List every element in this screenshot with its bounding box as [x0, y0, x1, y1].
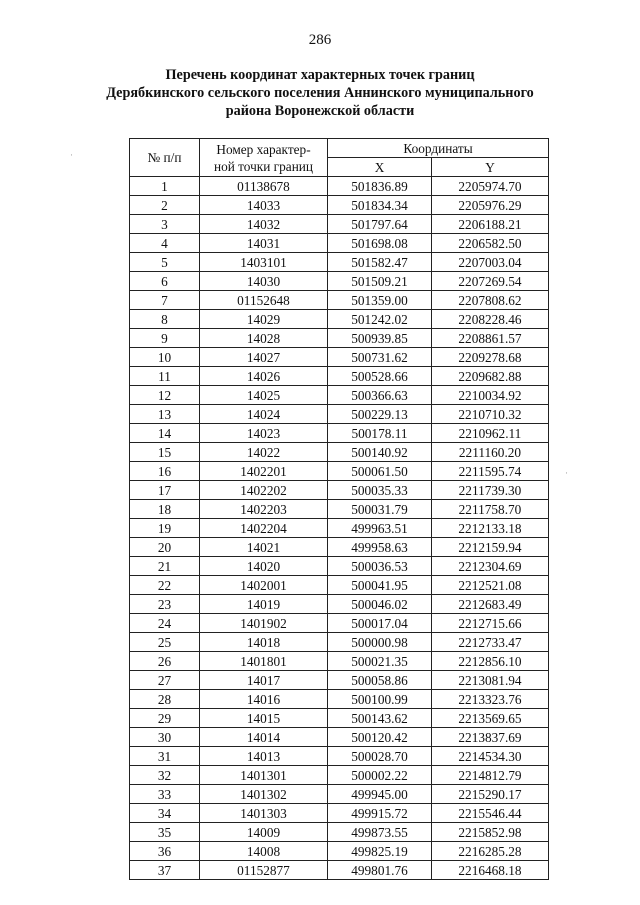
table-row: [130, 177, 549, 196]
cell-number: 27: [130, 671, 200, 690]
document-title: [80, 66, 560, 120]
cell-number: 11: [130, 367, 200, 386]
cell-y: 2216468.18: [432, 861, 549, 880]
cell-number: 24: [130, 614, 200, 633]
cell-x: 500036.53: [328, 557, 432, 576]
header-point-line: Номер характер-: [216, 141, 311, 157]
cell-x: 500528.66: [328, 367, 432, 386]
table-row: [130, 709, 549, 728]
cell-y: 2212856.10: [432, 652, 549, 671]
cell-point-id: 01152648: [200, 291, 328, 310]
cell-point-id: 14026: [200, 367, 328, 386]
cell-x: 500031.79: [328, 500, 432, 519]
cell-y: 2216285.28: [432, 842, 549, 861]
scan-mark: ·: [565, 468, 568, 478]
cell-number: 25: [130, 633, 200, 652]
cell-point-id: 01152877: [200, 861, 328, 880]
cell-number: 28: [130, 690, 200, 709]
table-row: [130, 443, 549, 462]
cell-x: 501242.02: [328, 310, 432, 329]
table-row: [130, 424, 549, 443]
cell-number: 31: [130, 747, 200, 766]
table-row: [130, 310, 549, 329]
cell-number: 9: [130, 329, 200, 348]
table-row: [130, 215, 549, 234]
table-row: [130, 253, 549, 272]
cell-y: 2207003.04: [432, 253, 549, 272]
cell-x: 500366.63: [328, 386, 432, 405]
table-row: [130, 272, 549, 291]
cell-point-id: 14020: [200, 557, 328, 576]
cell-y: 2212521.08: [432, 576, 549, 595]
cell-point-id: 14024: [200, 405, 328, 424]
cell-number: 20: [130, 538, 200, 557]
cell-x: 499825.19: [328, 842, 432, 861]
cell-x: 500143.62: [328, 709, 432, 728]
cell-y: 2212304.69: [432, 557, 549, 576]
cell-x: 499958.63: [328, 538, 432, 557]
cell-y: 2215852.98: [432, 823, 549, 842]
cell-x: 500100.99: [328, 690, 432, 709]
table-row: [130, 291, 549, 310]
header-point-line: ной точки границ: [213, 158, 314, 174]
cell-point-id: 14022: [200, 443, 328, 462]
cell-point-id: 14016: [200, 690, 328, 709]
cell-number: 2: [130, 196, 200, 215]
cell-number: 12: [130, 386, 200, 405]
cell-x: 500021.35: [328, 652, 432, 671]
table-row: [130, 196, 549, 215]
cell-number: 8: [130, 310, 200, 329]
cell-x: 499945.00: [328, 785, 432, 804]
table-row: [130, 861, 549, 880]
cell-x: 500002.22: [328, 766, 432, 785]
cell-point-id: 01138678: [200, 177, 328, 196]
table-row: [130, 234, 549, 253]
cell-y: 2205974.70: [432, 177, 549, 196]
header-x: X: [328, 158, 432, 177]
cell-point-id: 1402204: [200, 519, 328, 538]
table-row: [130, 538, 549, 557]
cell-number: 14: [130, 424, 200, 443]
cell-x: 499915.72: [328, 804, 432, 823]
cell-number: 22: [130, 576, 200, 595]
table-row: [130, 690, 549, 709]
cell-y: 2210034.92: [432, 386, 549, 405]
cell-x: 500017.04: [328, 614, 432, 633]
table-row: [130, 367, 549, 386]
header-number: № п/п: [130, 139, 200, 177]
table-row: [130, 785, 549, 804]
cell-y: 2211595.74: [432, 462, 549, 481]
table-row: [130, 481, 549, 500]
cell-x: 499873.55: [328, 823, 432, 842]
cell-x: 499963.51: [328, 519, 432, 538]
cell-y: 2210962.11: [432, 424, 549, 443]
title-line: Перечень координат характерных точек границ: [165, 67, 475, 83]
cell-number: 18: [130, 500, 200, 519]
cell-point-id: 1401301: [200, 766, 328, 785]
table-row: [130, 823, 549, 842]
cell-number: 23: [130, 595, 200, 614]
cell-number: 35: [130, 823, 200, 842]
cell-point-id: 14027: [200, 348, 328, 367]
table-header: [130, 139, 549, 177]
cell-y: 2214812.79: [432, 766, 549, 785]
cell-point-id: 14033: [200, 196, 328, 215]
cell-y: 2211160.20: [432, 443, 549, 462]
cell-point-id: 14030: [200, 272, 328, 291]
cell-point-id: 14018: [200, 633, 328, 652]
cell-point-id: 14021: [200, 538, 328, 557]
table-row: [130, 500, 549, 519]
scan-mark: ·: [70, 150, 73, 160]
cell-x: 500028.70: [328, 747, 432, 766]
cell-number: 37: [130, 861, 200, 880]
cell-number: 29: [130, 709, 200, 728]
page-number: 286: [308, 32, 332, 48]
cell-number: 33: [130, 785, 200, 804]
table-row: [130, 576, 549, 595]
cell-y: 2206582.50: [432, 234, 549, 253]
cell-x: 500058.86: [328, 671, 432, 690]
cell-number: 16: [130, 462, 200, 481]
cell-number: 10: [130, 348, 200, 367]
cell-y: 2212733.47: [432, 633, 549, 652]
table-row: [130, 386, 549, 405]
cell-number: 4: [130, 234, 200, 253]
cell-x: 501698.08: [328, 234, 432, 253]
cell-y: 2208861.57: [432, 329, 549, 348]
cell-x: 500939.85: [328, 329, 432, 348]
table-row: [130, 329, 549, 348]
header-y: Y: [432, 158, 549, 177]
cell-y: 2213569.65: [432, 709, 549, 728]
cell-y: 2215546.44: [432, 804, 549, 823]
cell-y: 2212133.18: [432, 519, 549, 538]
cell-x: 500229.13: [328, 405, 432, 424]
table-row: [130, 595, 549, 614]
table-row: [130, 652, 549, 671]
cell-point-id: 14017: [200, 671, 328, 690]
cell-number: 30: [130, 728, 200, 747]
cell-y: 2212715.66: [432, 614, 549, 633]
cell-x: 500061.50: [328, 462, 432, 481]
cell-number: 13: [130, 405, 200, 424]
cell-number: 21: [130, 557, 200, 576]
cell-x: 499801.76: [328, 861, 432, 880]
table-row: [130, 519, 549, 538]
header-coordinates: Координаты: [328, 139, 549, 158]
cell-y: 2209682.88: [432, 367, 549, 386]
cell-x: 501797.64: [328, 215, 432, 234]
cell-point-id: 1401302: [200, 785, 328, 804]
cell-y: 2214534.30: [432, 747, 549, 766]
cell-point-id: 1402001: [200, 576, 328, 595]
cell-number: 36: [130, 842, 200, 861]
cell-point-id: 1402201: [200, 462, 328, 481]
cell-x: 501359.00: [328, 291, 432, 310]
cell-x: 500035.33: [328, 481, 432, 500]
cell-point-id: 14028: [200, 329, 328, 348]
table-row: [130, 728, 549, 747]
cell-number: 7: [130, 291, 200, 310]
cell-point-id: 14019: [200, 595, 328, 614]
cell-x: 501834.34: [328, 196, 432, 215]
table-row: [130, 842, 549, 861]
cell-x: 500120.42: [328, 728, 432, 747]
title-line: Дерябкинского сельского поселения Аннинского муниципального: [106, 85, 534, 101]
cell-y: 2207269.54: [432, 272, 549, 291]
cell-y: 2213837.69: [432, 728, 549, 747]
cell-number: 17: [130, 481, 200, 500]
cell-point-id: 14025: [200, 386, 328, 405]
cell-point-id: 14013: [200, 747, 328, 766]
cell-y: 2212159.94: [432, 538, 549, 557]
cell-number: 19: [130, 519, 200, 538]
table-row: [130, 348, 549, 367]
cell-point-id: 14029: [200, 310, 328, 329]
cell-x: 501509.21: [328, 272, 432, 291]
cell-y: 2205976.29: [432, 196, 549, 215]
cell-x: 501582.47: [328, 253, 432, 272]
cell-number: 6: [130, 272, 200, 291]
cell-x: 500140.92: [328, 443, 432, 462]
cell-y: 2215290.17: [432, 785, 549, 804]
cell-point-id: 1402203: [200, 500, 328, 519]
table-body: [130, 177, 549, 880]
table-row: [130, 804, 549, 823]
cell-point-id: 14015: [200, 709, 328, 728]
table-row: [130, 614, 549, 633]
cell-number: 32: [130, 766, 200, 785]
cell-number: 15: [130, 443, 200, 462]
header-point: [200, 139, 328, 177]
cell-y: 2206188.21: [432, 215, 549, 234]
cell-y: 2213081.94: [432, 671, 549, 690]
cell-point-id: 1402202: [200, 481, 328, 500]
cell-point-id: 14014: [200, 728, 328, 747]
cell-y: 2210710.32: [432, 405, 549, 424]
table-row: [130, 747, 549, 766]
cell-x: 500000.98: [328, 633, 432, 652]
table-row: [130, 633, 549, 652]
cell-point-id: 1401902: [200, 614, 328, 633]
cell-y: 2208228.46: [432, 310, 549, 329]
cell-number: 26: [130, 652, 200, 671]
cell-x: 501836.89: [328, 177, 432, 196]
cell-point-id: 14032: [200, 215, 328, 234]
title-line: района Воронежской области: [225, 103, 415, 119]
table-row: [130, 462, 549, 481]
cell-y: 2212683.49: [432, 595, 549, 614]
cell-y: 2207808.62: [432, 291, 549, 310]
cell-point-id: 1401303: [200, 804, 328, 823]
table-row: [130, 405, 549, 424]
cell-point-id: 1403101: [200, 253, 328, 272]
cell-point-id: 14031: [200, 234, 328, 253]
cell-y: 2211758.70: [432, 500, 549, 519]
cell-x: 500731.62: [328, 348, 432, 367]
cell-y: 2213323.76: [432, 690, 549, 709]
table-row: [130, 557, 549, 576]
cell-x: 500046.02: [328, 595, 432, 614]
cell-y: 2209278.68: [432, 348, 549, 367]
cell-x: 500178.11: [328, 424, 432, 443]
cell-number: 1: [130, 177, 200, 196]
cell-number: 5: [130, 253, 200, 272]
cell-number: 34: [130, 804, 200, 823]
cell-x: 500041.95: [328, 576, 432, 595]
table-row: [130, 766, 549, 785]
cell-number: 3: [130, 215, 200, 234]
cell-point-id: 1401801: [200, 652, 328, 671]
cell-y: 2211739.30: [432, 481, 549, 500]
coordinates-table: [129, 138, 549, 880]
cell-point-id: 14008: [200, 842, 328, 861]
cell-point-id: 14009: [200, 823, 328, 842]
table-row: [130, 671, 549, 690]
cell-point-id: 14023: [200, 424, 328, 443]
